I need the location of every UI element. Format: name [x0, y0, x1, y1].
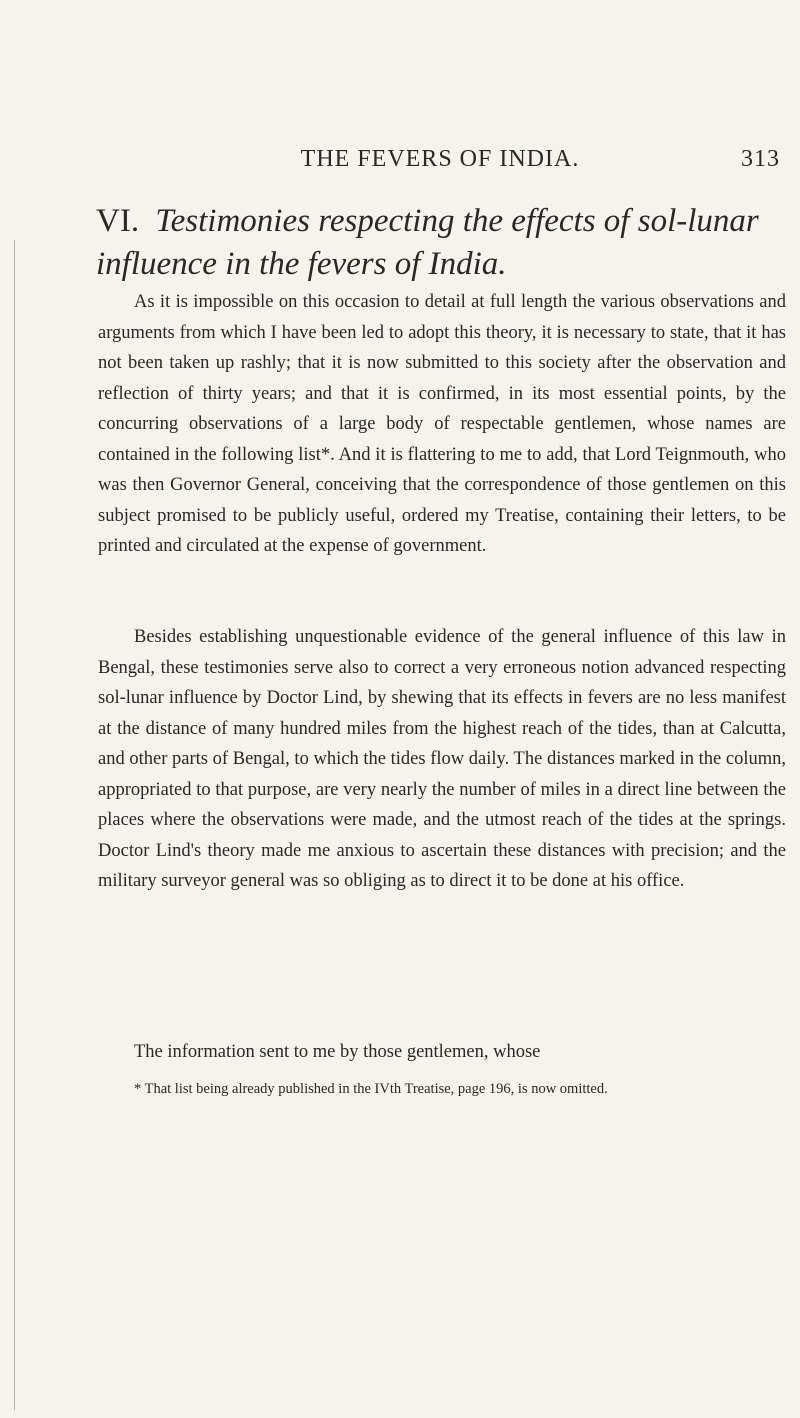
page-number: 313	[741, 146, 780, 172]
running-head	[100, 146, 780, 182]
running-title: THE FEVERS OF INDIA.	[300, 146, 580, 172]
footnote: * That list being already published in the IVth Treatise, page 196, is now omitted.	[134, 1081, 608, 1097]
section-heading	[96, 200, 786, 286]
paragraph-2: Besides establishing unquestionable evidence of the general influence of this law in Bengal, these testimonies serve also to correct a very erroneous notion advanced respecting sol-lunar influence by Doctor Lind, by shewing that its effects in fevers are no less manifest at the distance of many hundred miles from the highest reach of the tides, than at Calcutta, and other parts of Bengal, to which the tides flow daily. The distances marked in the column, appropriated to that purpose, are very nearly the number of miles in a direct line between the places where the observations were made, and the utmost reach of the tides at the springs. Doctor Lind's theory made me anxious to ascertain these distances with precision; and the military surveyor general was so obliging as to direct it to be done at his office.	[98, 627, 786, 891]
paragraph-3: The information sent to me by those gentlemen, whose	[134, 1042, 541, 1062]
page-edge-line	[14, 240, 15, 1410]
paragraph-1: As it is impossible on this occasion to detail at full length the various observations and arguments from which I have been led to adopt this theory, it is necessary to state, that it has not been taken up rashly; that it is now submitted to this society after the observation and reflection of thirty years; and that it is confirmed, in its most essential points, by the concurring observations of a large body of respectable gentlemen, whose names are contained in the following list*. And it is flattering to me to add, that Lord Teignmouth, who was then Governor General, conceiving that the correspondence of those gentlemen on this subject promised to be publicly useful, ordered my Treatise, containing their letters, to be printed and circulated at the expense of government.	[98, 292, 786, 556]
section-title: Testimonies respecting the effects of sol-lunar influence in the fevers of India.	[96, 203, 759, 282]
section-number: VI.	[96, 203, 140, 239]
